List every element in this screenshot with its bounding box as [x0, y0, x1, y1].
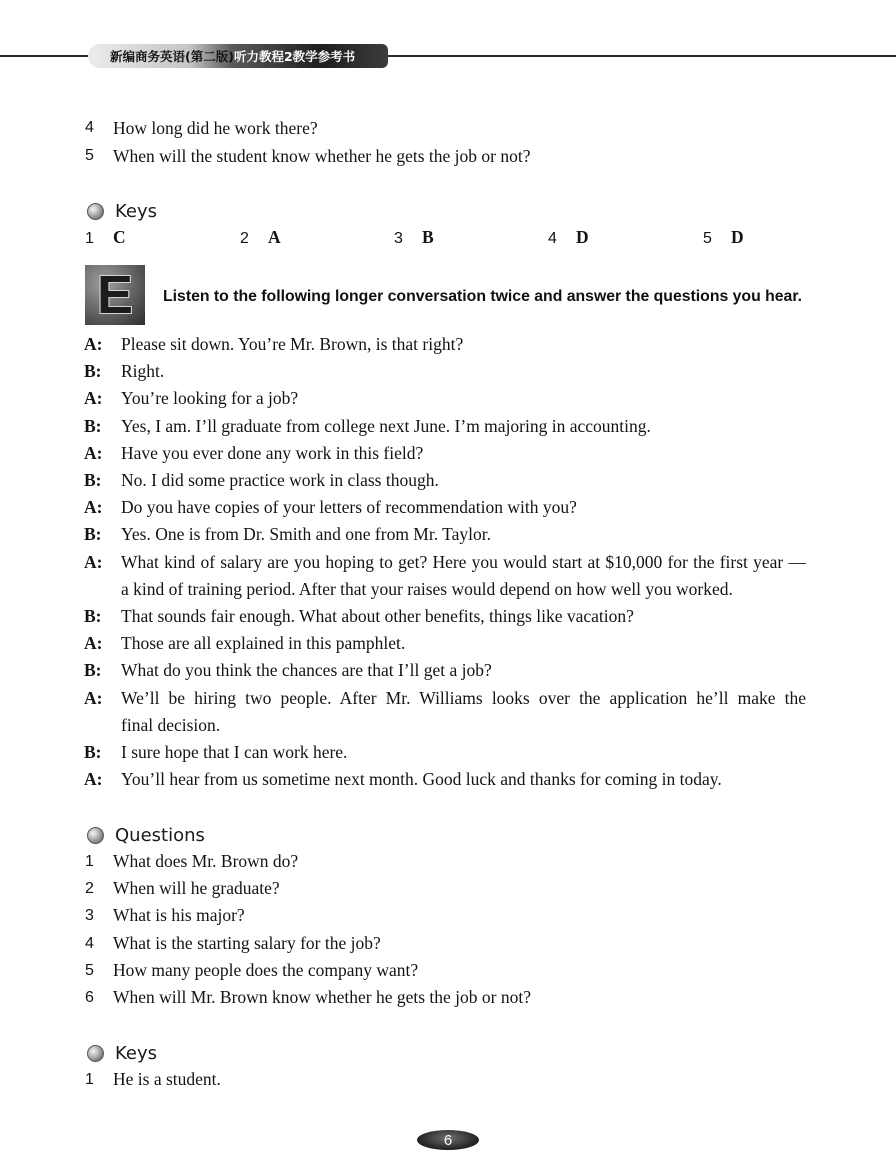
dialogue-line [84, 467, 806, 494]
question-text: When will Mr. Brown know whether he gets the job or not? [113, 987, 531, 1008]
section-e-badge [85, 265, 145, 325]
key-number: 1 [85, 230, 94, 247]
key-number: 5 [703, 230, 712, 247]
dialogue-line [84, 494, 806, 521]
key-answer [85, 224, 126, 252]
key-letter: D [731, 227, 744, 247]
keys-heading [87, 1041, 157, 1065]
utterance-text: final decision. [121, 714, 221, 735]
question-item [85, 957, 531, 984]
key-letter: C [113, 227, 126, 247]
questions-list [85, 848, 531, 1011]
speaker-label: A: [84, 551, 103, 572]
utterance-text: Yes, I am. I’ll graduate from college next June. I’m majoring in accounting. [121, 415, 651, 436]
utterance-text: We’ll be hiring two people. After Mr. Williams looks over the application he’ll make the [121, 687, 806, 708]
question-number: 5 [85, 961, 94, 979]
dialogue-line [84, 331, 806, 358]
key-number: 3 [394, 230, 403, 247]
dialogue-line [84, 766, 806, 793]
dialogue-line [84, 603, 806, 630]
dialogue-line [84, 358, 806, 385]
conversation-transcript [84, 331, 806, 793]
speaker-label: A: [84, 687, 103, 708]
key-letter: B [422, 227, 434, 247]
question-number: 2 [85, 880, 94, 898]
key-number: 2 [240, 230, 249, 247]
speaker-label: B: [84, 660, 102, 681]
utterance-text: a kind of training period. After that your raises would depend on how well you worked. [121, 578, 733, 599]
speaker-label: B: [84, 606, 102, 627]
question-text: What is his major? [113, 905, 245, 926]
utterance-text: That sounds fair enough. What about other benefits, things like vacation? [121, 606, 634, 627]
utterance-text: No. I did some practice work in class though. [121, 470, 439, 491]
question-text: How long did he work there? [113, 118, 318, 138]
speaker-label: B: [84, 524, 102, 545]
utterance-text: Have you ever done any work in this field? [121, 442, 424, 463]
question-item [85, 848, 531, 875]
keys-heading-text: Keys [115, 1042, 158, 1064]
questions-heading-text: Questions [115, 824, 205, 846]
section-instruction: Listen to the following longer conversation twice and answer the questions you hear. [163, 288, 802, 305]
speaker-label: A: [84, 388, 103, 409]
page-number-text: 6 [443, 1131, 453, 1149]
question-number: 5 [85, 147, 94, 164]
question-item [85, 114, 530, 142]
dialogue-line [84, 549, 806, 603]
utterance-text: Yes. One is from Dr. Smith and one from Mr. Taylor. [121, 524, 491, 545]
utterance-text: Right. [121, 361, 165, 382]
utterance-text: You’ll hear from us sometime next month. Good luck and thanks for coming in today. [121, 769, 722, 790]
speaker-label: B: [84, 415, 102, 436]
question-item [85, 875, 531, 902]
question-number: 4 [85, 119, 94, 136]
dialogue-line [84, 685, 806, 739]
dialogue-line [84, 739, 806, 766]
book-title: 听力教程2教学参考书 [233, 49, 356, 64]
speaker-label: A: [84, 497, 103, 518]
dialogue-line [84, 630, 806, 657]
dialogue-line [84, 385, 806, 412]
answer-text: He is a student. [113, 1069, 221, 1089]
dialogue-line [84, 440, 806, 467]
speaker-label: A: [84, 769, 103, 790]
question-text: How many people does the company want? [113, 959, 419, 980]
speaker-label: A: [84, 633, 103, 654]
bullet-circle-icon [87, 827, 104, 844]
series-title: 新编商务英语(第二版) [110, 49, 234, 64]
question-text: When will he graduate? [113, 878, 280, 899]
question-text: When will the student know whether he gets the job or not? [113, 146, 531, 166]
key-letter: D [576, 227, 589, 247]
question-number: 6 [85, 989, 94, 1007]
utterance-text: What do you think the chances are that I’ll get a job? [121, 660, 492, 681]
question-text: What is the starting salary for the job? [113, 932, 381, 953]
questions-heading [87, 823, 205, 847]
speaker-label: B: [84, 742, 102, 763]
question-item [85, 142, 530, 170]
keys-heading [87, 199, 157, 223]
key-answer [703, 224, 744, 252]
utterance-text: Please sit down. You’re Mr. Brown, is that right? [121, 334, 464, 354]
question-text: What does Mr. Brown do? [113, 851, 299, 871]
key-answer [548, 224, 589, 252]
dialogue-line [84, 413, 806, 440]
question-item [85, 984, 531, 1011]
utterance-text: What kind of salary are you hoping to get? Here you would start at $10,000 for the first year — [121, 551, 806, 572]
section-letter: E [96, 265, 134, 325]
speaker-label: B: [84, 361, 102, 382]
page-number [417, 1130, 479, 1150]
answer-item [85, 1066, 221, 1093]
utterance-text: Those are all explained in this pamphlet. [121, 633, 406, 654]
dialogue-line [84, 657, 806, 684]
speaker-label: B: [84, 470, 102, 491]
question-number: 3 [85, 907, 94, 925]
bullet-circle-icon [87, 1045, 104, 1062]
speaker-label: A: [84, 334, 103, 354]
question-item [85, 930, 531, 957]
speaker-label: A: [84, 442, 103, 463]
answer-number: 1 [85, 1071, 94, 1088]
keys-heading-text: Keys [115, 200, 158, 222]
utterance-text: Do you have copies of your letters of recommendation with you? [121, 497, 577, 518]
key-number: 4 [548, 230, 557, 247]
dialogue-line [84, 521, 806, 548]
utterance-text: I sure hope that I can work here. [121, 742, 348, 763]
keys-answers-list [85, 1066, 221, 1093]
key-answer [240, 224, 281, 252]
question-number: 4 [85, 934, 94, 952]
bullet-circle-icon [87, 203, 104, 220]
question-item [85, 902, 531, 929]
key-letter: A [268, 227, 281, 247]
keys-answers-row [85, 224, 765, 252]
previous-questions-list [85, 114, 530, 170]
question-number: 1 [85, 853, 94, 870]
key-answer [394, 224, 434, 252]
utterance-text: You’re looking for a job? [121, 388, 299, 409]
header-banner [88, 44, 388, 68]
